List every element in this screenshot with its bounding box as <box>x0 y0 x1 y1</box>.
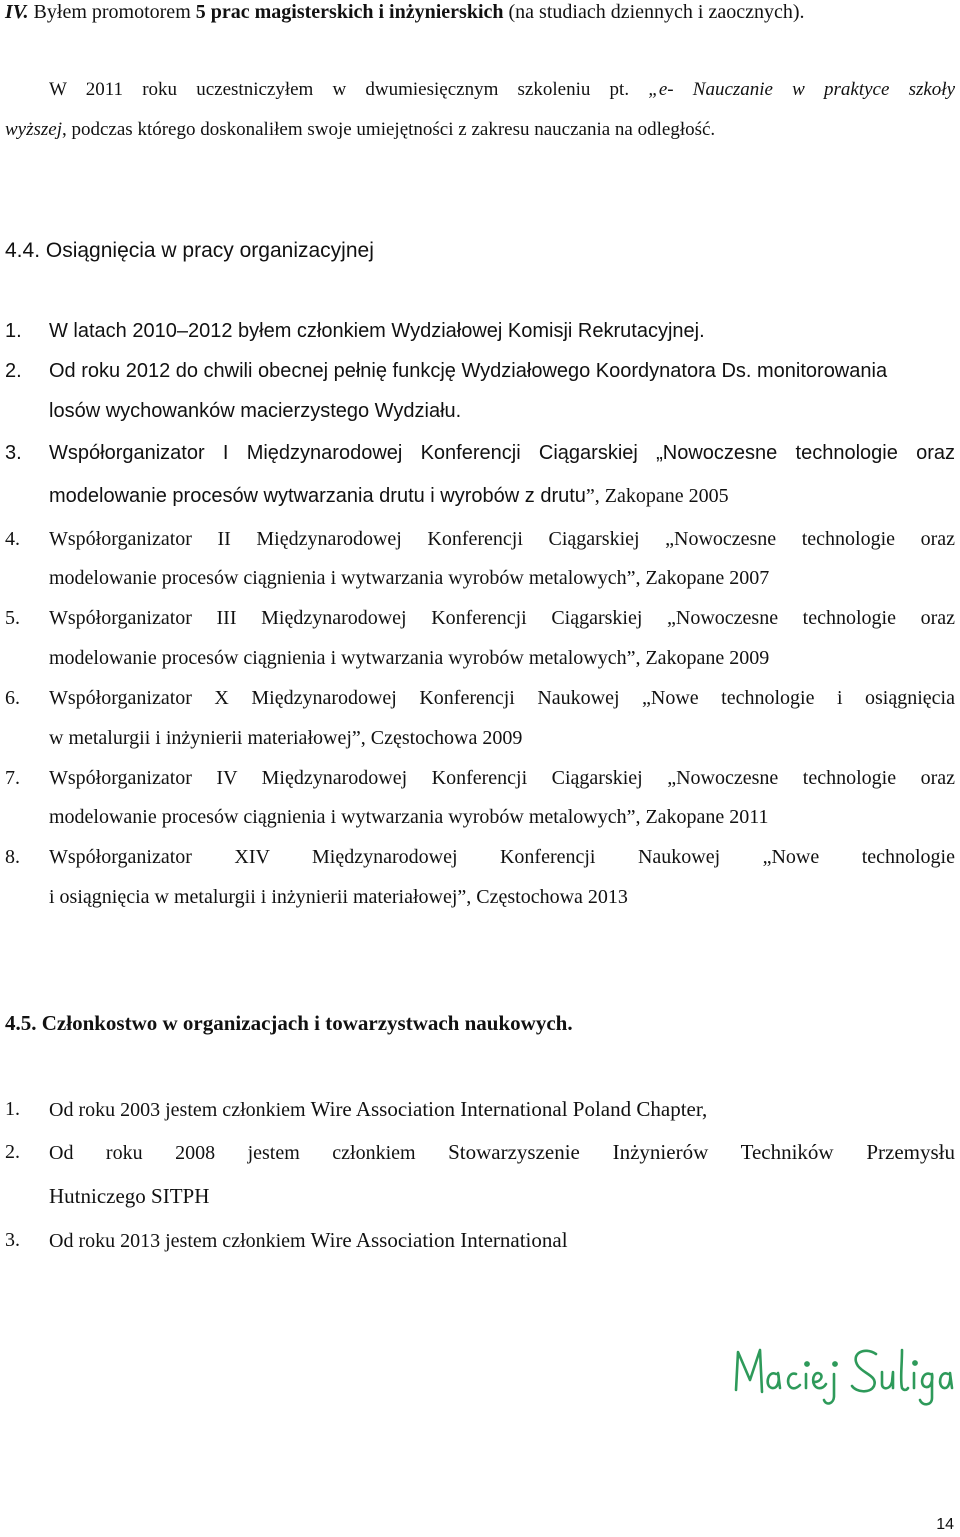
signature-stroke <box>901 1350 908 1390</box>
training-line-2 <box>5 118 715 142</box>
handwritten-signature <box>730 1340 955 1410</box>
member-item-3-text <box>49 1228 568 1253</box>
org-item-7-line-2: modelowanie procesów ciągnienia i wytwarzania wyrobów metalowych”, Zakopane 2011 <box>49 806 769 828</box>
signature-stroke <box>940 1373 952 1388</box>
training-line-1 <box>49 78 955 102</box>
org-item-4-line-1: Współorganizator II Międzynarodowej Konferencji Ciągarskiej „Nowoczesne technologie oraz <box>49 528 955 550</box>
signature-dot <box>913 1361 916 1364</box>
signature-stroke <box>852 1351 876 1391</box>
org-item-3-title-end: modelowanie procesów wytwarzania drutu i wyrobów z drutu <box>49 485 586 507</box>
member-item-2-number: 2. <box>5 1141 20 1163</box>
org-item-3-line-1: Współorganizator I Międzynarodowej Konferencji Ciągarskiej „Nowoczesne technologie oraz <box>49 442 955 464</box>
org-item-8-line-1: Współorganizator XIV Międzynarodowej Konferencji Naukowej „Nowe technologie <box>49 846 955 868</box>
section-label: IV. <box>5 1 29 23</box>
signature-stroke <box>736 1350 762 1392</box>
signature-dot <box>805 1362 808 1365</box>
signature-dot <box>833 1362 836 1365</box>
member-item-1-org: Wire Association International Poland Chapter, <box>310 1097 708 1121</box>
page-number: 14 <box>936 1516 954 1533</box>
org-item-8-number: 8. <box>5 846 20 868</box>
org-item-8-line-2: i osiągnięcia w metalurgii i inżynierii materiałowej”, Częstochowa 2013 <box>49 886 628 908</box>
signature-stroke <box>920 1374 932 1405</box>
org-item-1-text: W latach 2010–2012 byłem członkiem Wydziałowej Komisji Rekrutacyjnej. <box>49 320 705 342</box>
org-item-3-line-2 <box>49 484 729 508</box>
signature-stroke <box>768 1373 780 1388</box>
org-item-3-number: 3. <box>5 442 22 464</box>
member-item-2-line-2: Hutniczego SITPH <box>49 1184 210 1208</box>
org-item-5-line-2: modelowanie procesów ciągnienia i wytwarzania wyrobów metalowych”, Zakopane 2009 <box>49 647 770 669</box>
member-item-1-pre: Od roku 2003 jestem członkiem <box>49 1099 306 1121</box>
signature-stroke <box>813 1373 826 1388</box>
signature-stroke <box>882 1372 893 1388</box>
org-item-5-number: 5. <box>5 607 20 629</box>
org-item-1-number: 1. <box>5 320 22 342</box>
training-title-end: wyższej <box>5 119 62 140</box>
member-item-2-pre: Od roku 2008 jestem członkiem <box>49 1142 416 1164</box>
section-4-5-heading: 4.5. Członkostwo w organizacjach i towarzystwach naukowych. <box>5 1011 573 1035</box>
member-item-2-line-1 <box>49 1140 955 1165</box>
signature-stroke <box>788 1374 800 1389</box>
org-item-4-line-2: modelowanie procesów ciągnienia i wytwarzania wyrobów metalowych”, Zakopane 2007 <box>49 567 770 589</box>
org-item-6-number: 6. <box>5 687 20 709</box>
org-item-2-line-2: losów wychowanków macierzystego Wydziału. <box>49 400 462 422</box>
org-item-7-line-1: Współorganizator IV Międzynarodowej Konferencji Ciągarskiej „Nowoczesne technologie oraz <box>49 767 955 789</box>
org-item-2-line-1: Od roku 2012 do chwili obecnej pełnię funkcję Wydziałowego Koordynatora Ds. monitorowania <box>49 360 888 382</box>
org-item-2-number: 2. <box>5 360 22 382</box>
signature-stroke <box>824 1374 834 1403</box>
member-item-1-number: 1. <box>5 1098 20 1120</box>
member-item-2-org: Stowarzyszenie Inżynierów Techników Przemysłu <box>448 1140 955 1164</box>
member-item-3-number: 3. <box>5 1229 20 1251</box>
org-item-7-number: 7. <box>5 767 20 789</box>
intro-bold: 5 prac magisterskich i inżynierskich <box>195 1 504 23</box>
org-item-6-line-1: Współorganizator X Międzynarodowej Konferencji Naukowej „Nowe technologie i osiągnięcia <box>49 687 955 709</box>
training-title-start: „e- Nauczanie w praktyce szkoły <box>648 79 956 100</box>
intro-post: (na studiach dziennych i zaocznych). <box>508 1 805 23</box>
member-item-3-org: Wire Association International <box>310 1228 568 1252</box>
training-pre: W 2011 roku uczestniczyłem w dwumiesięcznym szkoleniu pt. <box>49 79 630 100</box>
intro-pre: Byłem promotorem <box>33 1 191 23</box>
org-item-5-line-1: Współorganizator III Międzynarodowej Konferencji Ciągarskiej „Nowoczesne technologie oraz <box>49 607 955 629</box>
intro-line <box>5 0 805 24</box>
member-item-1-text <box>49 1097 707 1122</box>
member-item-3-pre: Od roku 2013 jestem członkiem <box>49 1230 306 1252</box>
org-item-6-line-2: w metalurgii i inżynierii materiałowej”, Częstochowa 2009 <box>49 727 523 749</box>
section-4-4-heading: 4.4. Osiągnięcia w pracy organizacyjnej <box>5 239 374 262</box>
org-item-4-number: 4. <box>5 528 20 550</box>
training-post: , podczas którego doskonaliłem swoje umiejętności z zakresu nauczania na odległość. <box>62 119 716 140</box>
org-item-3-place: ”, Zakopane 2005 <box>585 485 729 507</box>
